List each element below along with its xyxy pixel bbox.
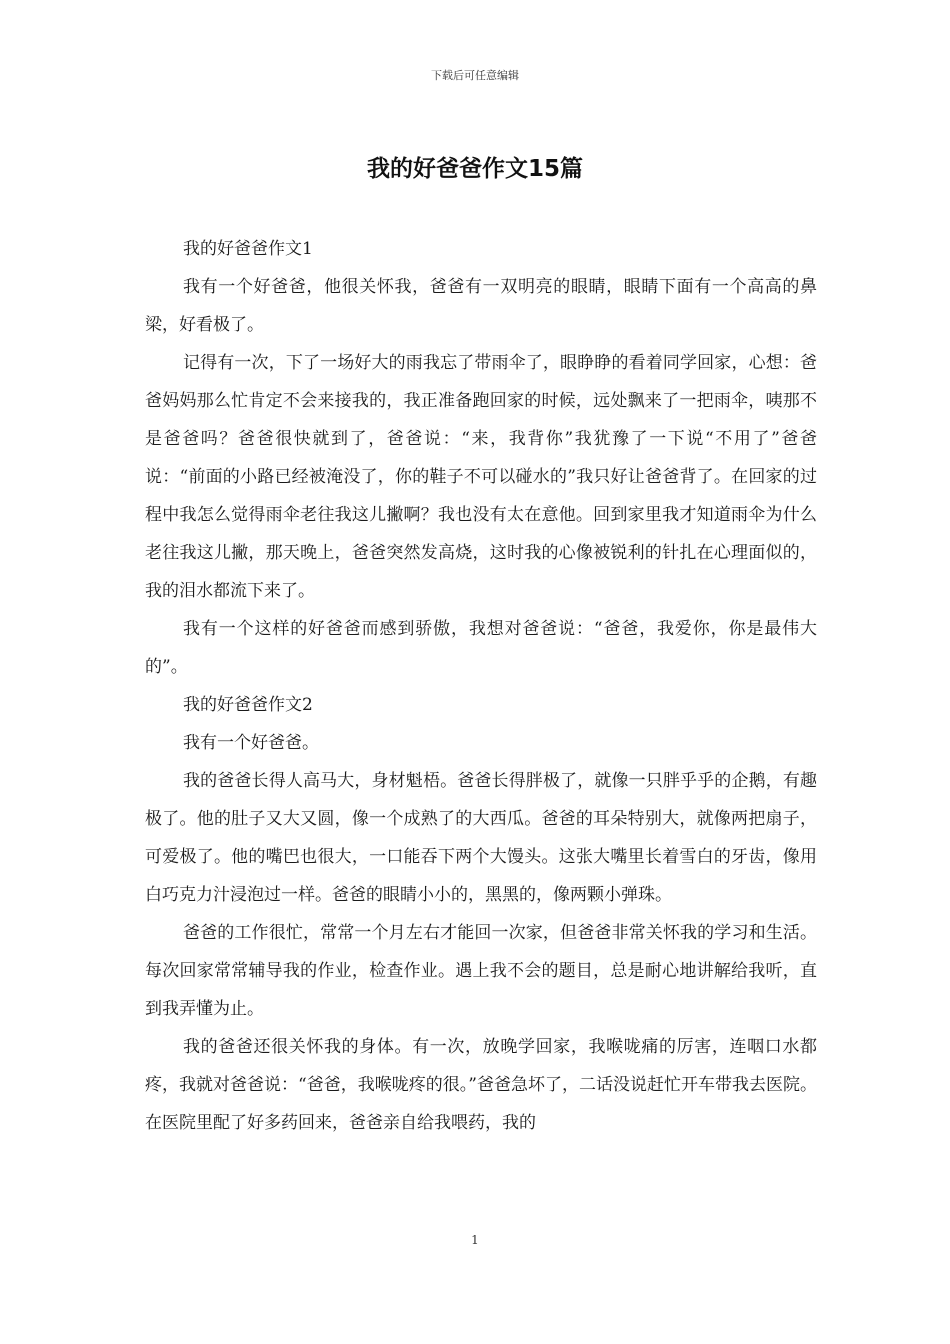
page-number: 1 (471, 1233, 479, 1247)
essay-heading-2: 我的好爸爸作文2 (183, 695, 313, 715)
document-body (145, 230, 817, 1142)
paragraph: 爸爸的工作很忙，常常一个月左右才能回一次家，但爸爸非常关怀我的学习和生活。每次回家常常辅导我的作业，检查作业。遇上我不会的题目，总是耐心地讲解给我听，直到我弄懂为止。 (145, 923, 817, 1019)
paragraph: 我有一个好爸爸，他很关怀我，爸爸有一双明亮的眼睛，眼睛下面有一个高高的鼻梁，好看极了。 (145, 277, 817, 335)
paragraph: 我有一个好爸爸。 (183, 733, 319, 753)
header-note: 下载后可任意编辑 (431, 69, 519, 82)
paragraph: 记得有一次，下了一场好大的雨我忘了带雨伞了，眼睁睁的看着同学回家，心想：爸爸妈妈那么忙肯定不会来接我的，我正准备跑回家的时候，远处飘来了一把雨伞，咦那不是爸爸吗？爸爸很快就到了，爸爸说：“来，我背你”我犹豫了一下说“不用了”爸爸说：“前面的小路已经被淹没了，你的鞋子不可以碰水的”我只好让爸爸背了。在回家的过程中我怎么觉得雨伞老往我这儿撇啊？我也没有太在意他。回到家里我才知道雨伞为什么老往我这儿撇，那天晚上，爸爸突然发高烧，这时我的心像被锐利的针扎在心理面似的，我的泪水都流下来了。 (145, 353, 817, 601)
paragraph: 我的爸爸长得人高马大，身材魁梧。爸爸长得胖极了，就像一只胖乎乎的企鹅，有趣极了。他的肚子又大又圆，像一个成熟了的大西瓜。爸爸的耳朵特别大，就像两把扇子，可爱极了。他的嘴巴也很大，一口能吞下两个大馒头。这张大嘴里长着雪白的牙齿，像用白巧克力汁浸泡过一样。爸爸的眼睛小小的，黑黑的，像两颗小弹珠。 (145, 771, 817, 905)
paragraph: 我的爸爸还很关怀我的身体。有一次，放晚学回家，我喉咙痛的厉害，连咽口水都疼，我就对爸爸说：“爸爸，我喉咙疼的很。”爸爸急坏了，二话没说赶忙开车带我去医院。在医院里配了好多药回来，爸爸亲自给我喂药，我的 (145, 1037, 817, 1133)
essay-heading-1: 我的好爸爸作文1 (183, 239, 313, 259)
document-title: 我的好爸爸作文15篇 (366, 156, 583, 182)
paragraph: 我有一个这样的好爸爸而感到骄傲，我想对爸爸说：“爸爸，我爱你，你是最伟大的”。 (145, 619, 817, 677)
